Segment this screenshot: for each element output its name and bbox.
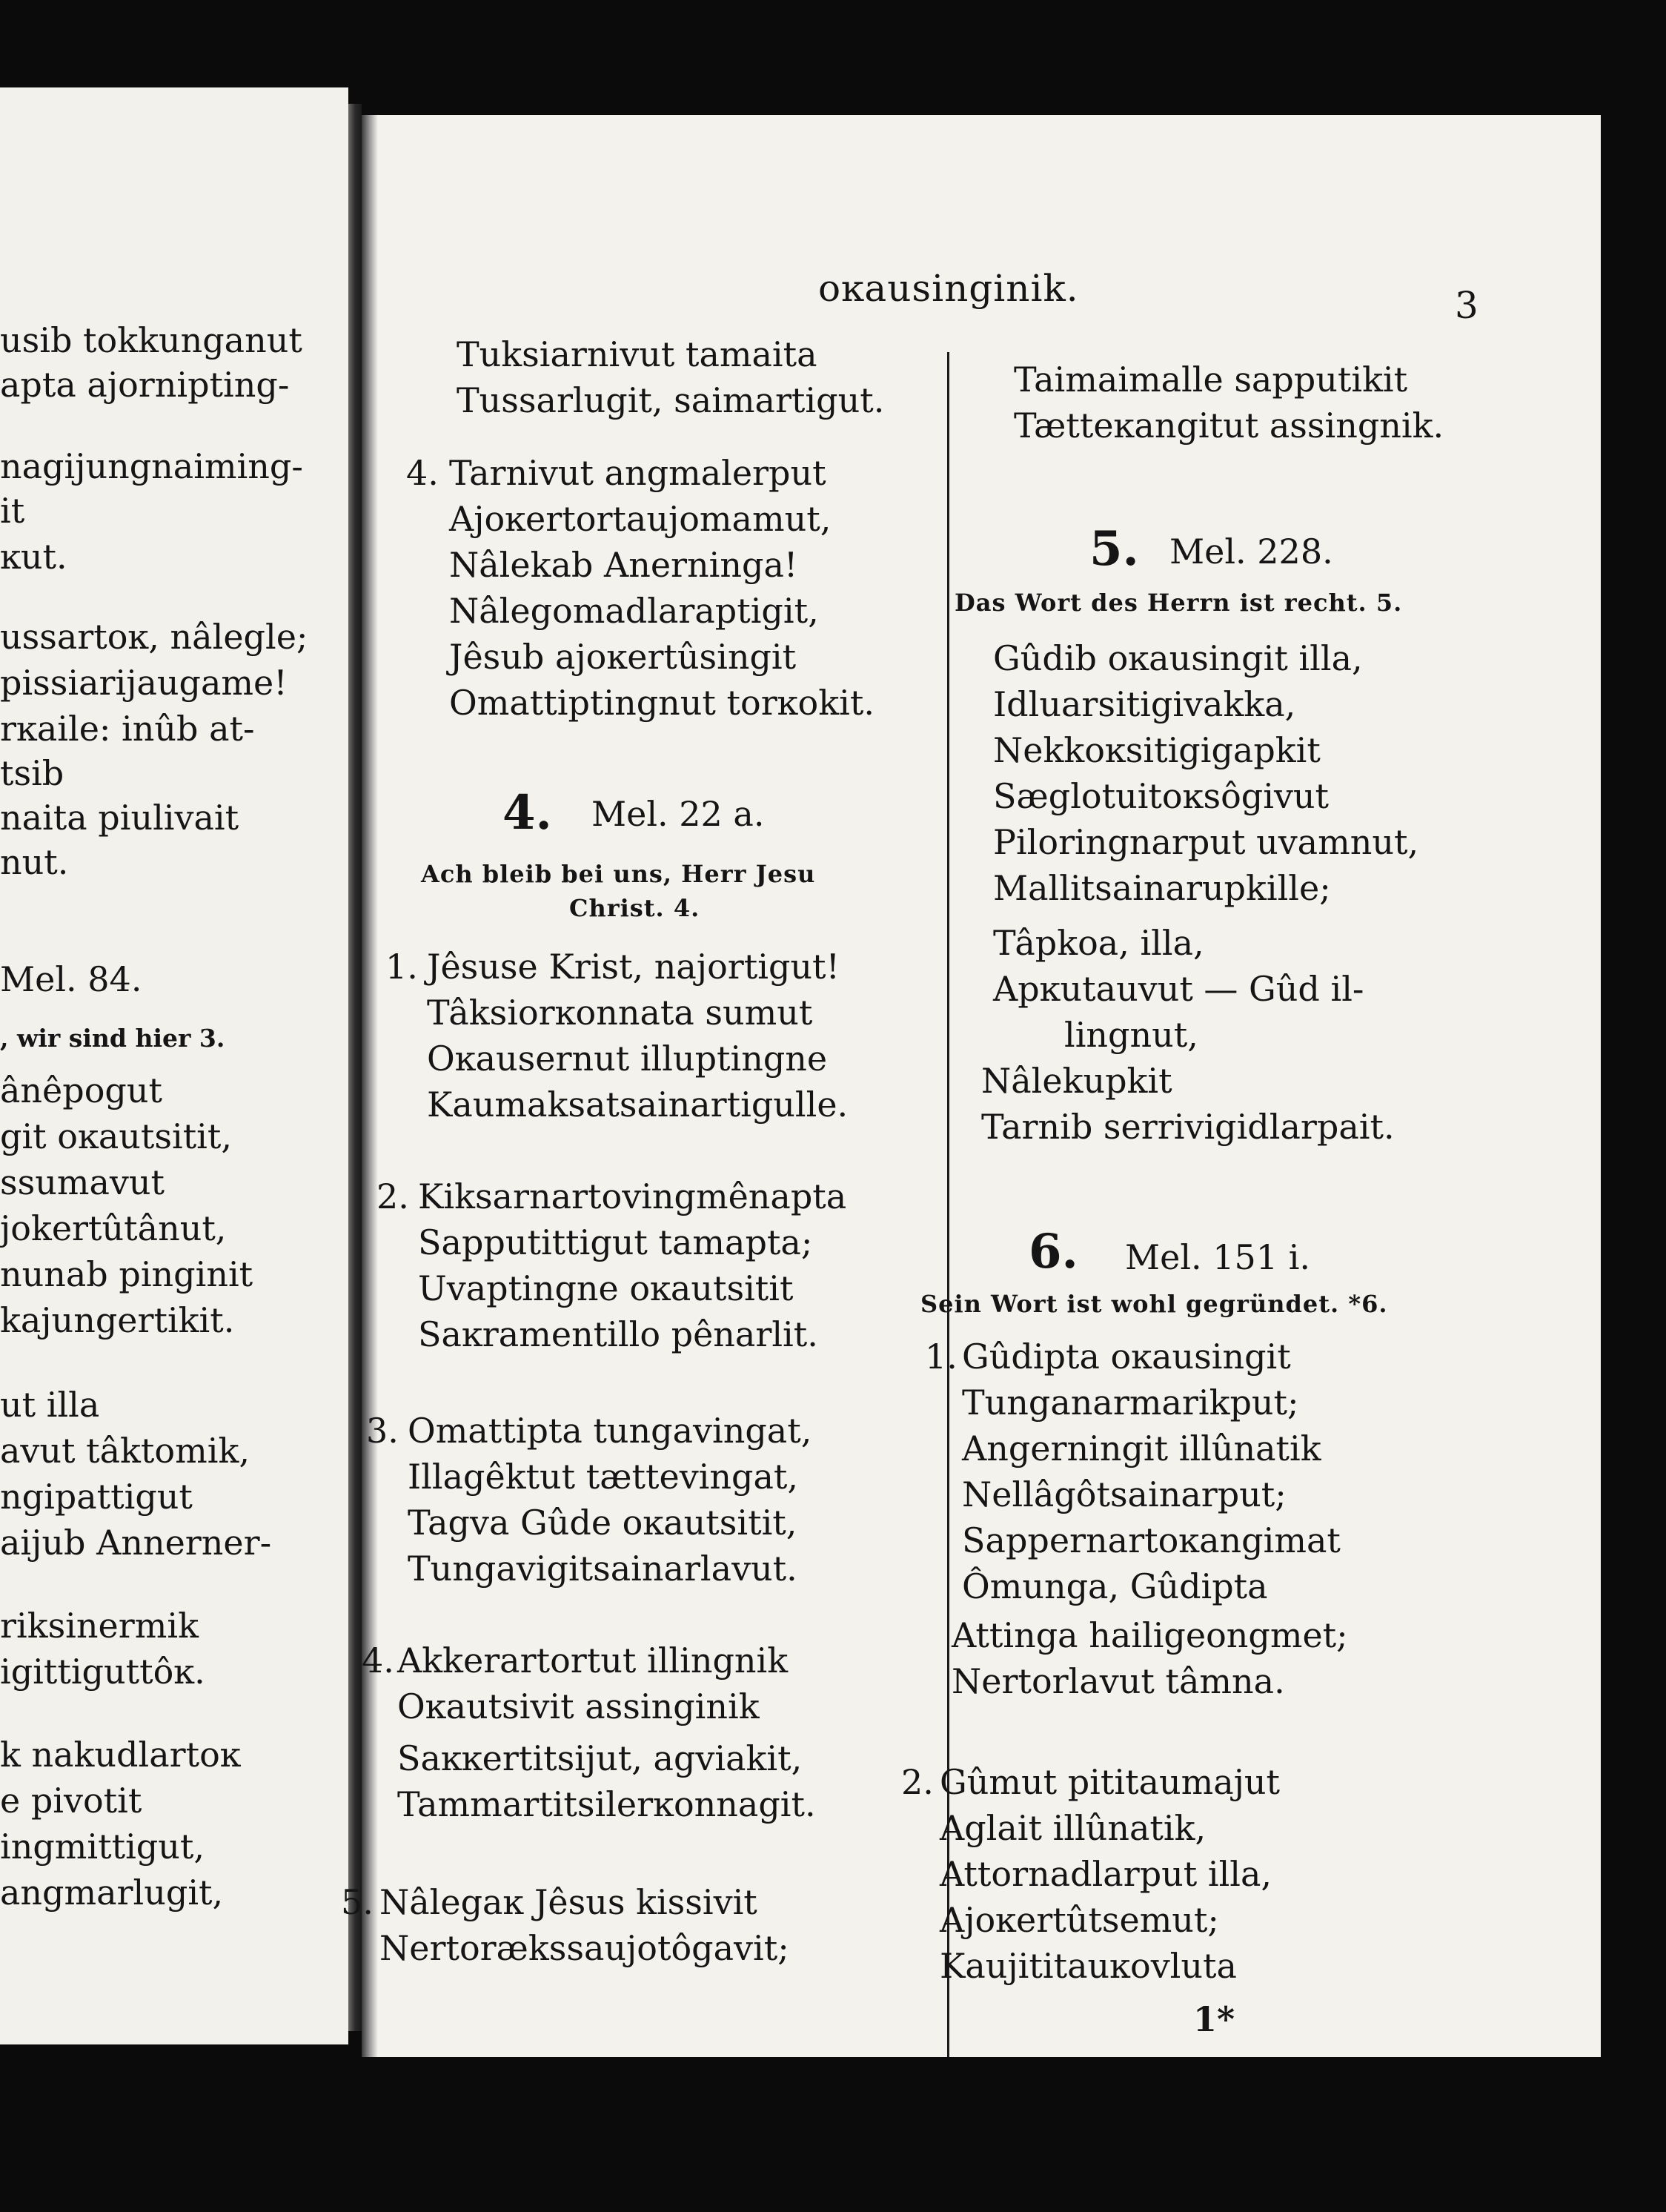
verse-line: Piloringnarput uvamnut, <box>993 822 1419 862</box>
right-page <box>341 115 1601 2057</box>
left-line: it <box>0 491 25 531</box>
left-line: ssumavut <box>0 1162 165 1202</box>
verse-line: Omattiptingnut torĸokit. <box>449 683 875 723</box>
verse-line: lingnut, <box>1064 1015 1198 1055</box>
verse-line: Taimaimalle sapputikit <box>1014 360 1408 400</box>
verse-line: Uvaptingne oĸautsitit <box>418 1268 794 1308</box>
left-line: ânêpogut <box>0 1070 162 1110</box>
tune-title: Das Wort des Herrn ist recht. 5. <box>955 589 1403 617</box>
verse-line: Ajoĸertortaujomamut, <box>449 499 832 539</box>
left-line: kajungertikit. <box>0 1300 235 1340</box>
verse-line: Oĸausernut illuptingne <box>427 1039 828 1079</box>
verse-line: Gûdipta oĸausingit <box>962 1337 1291 1377</box>
verse-line: Omattipta tungavingat, <box>408 1411 812 1451</box>
left-line: ussartoĸ, nâlegle; <box>0 617 308 657</box>
verse-line: Nâlekupkit <box>981 1061 1172 1101</box>
verse-line: Nâlekab Anerninga! <box>449 545 798 585</box>
verse-line: Kaumaksatsainartigulle. <box>427 1085 849 1125</box>
melody-ref: Mel. 228. <box>1169 532 1333 572</box>
left-page <box>0 87 348 2044</box>
melody-ref: Mel. 151 i. <box>1125 1237 1311 1277</box>
hymn-number: 4. <box>502 785 552 841</box>
left-line: rĸaile: inûb at- <box>0 709 255 749</box>
left-line: , wir sind hier 3. <box>0 1024 225 1053</box>
tune-title: Christ. 4. <box>569 894 700 922</box>
left-line: ngipattigut <box>0 1477 193 1517</box>
verse-line: Nellâgôtsainarput; <box>962 1474 1287 1514</box>
verse-line: Nâlegaĸ Jêsus kissivit <box>379 1882 757 1922</box>
melody-ref: Mel. 22 a. <box>591 794 765 834</box>
verse-line: Angerningit illûnatik <box>962 1428 1321 1468</box>
verse-line: Tâksiorĸonnata sumut <box>427 993 813 1033</box>
verse-line: Tuksiarnivut tamaita <box>457 334 817 374</box>
left-line: ingmittigut, <box>0 1827 205 1867</box>
verse-line: Jêsub ajoĸertûsingit <box>449 637 797 677</box>
verse-line: Kaujititauĸovluta <box>940 1946 1237 1986</box>
left-line: aijub Annerner- <box>0 1523 272 1563</box>
tune-title: Sein Wort ist wohl gegründet. *6. <box>920 1290 1388 1318</box>
left-line: e pivotit <box>0 1781 142 1821</box>
verse-number: 4. <box>406 453 439 493</box>
verse-number: 2. <box>376 1176 409 1216</box>
left-line: nagijungnaiming- <box>0 446 303 486</box>
left-line: Mel. 84. <box>0 959 142 999</box>
left-line: git oĸautsitit, <box>0 1116 232 1156</box>
verse-line: Apĸutauvut — Gûd il- <box>993 969 1364 1009</box>
verse-line: Saĸĸertitsijut, agviakit, <box>397 1738 803 1778</box>
left-line: usib tokkunganut <box>0 320 302 360</box>
verse-line: Tagva Gûde oĸautsitit, <box>408 1503 797 1543</box>
left-line: tsib <box>0 753 64 793</box>
verse-line: Jêsuse Krist, najortigut! <box>427 947 840 987</box>
verse-number: 2. <box>901 1762 934 1802</box>
verse-line: Nertorlavut tâmna. <box>952 1661 1285 1701</box>
left-line: angmarlugit, <box>0 1872 224 1913</box>
verse-line: Tarnib serrivigidlarpait. <box>981 1107 1395 1147</box>
tune-title: Ach bleib bei uns, Herr Jesu <box>421 860 816 888</box>
verse-line: Sapputittigut tamapta; <box>418 1222 813 1262</box>
verse-line: Oĸautsivit assinginik <box>397 1686 760 1726</box>
verse-line: Tarnivut angmalerput <box>449 453 826 493</box>
verse-line: Ajoĸertûtsemut; <box>940 1900 1219 1940</box>
left-line: avut tâktomik, <box>0 1431 250 1471</box>
verse-number: 5. <box>341 1882 374 1922</box>
verse-line: Attornadlarput illa, <box>940 1854 1272 1894</box>
verse-line: Nekkoĸsitigigapkit <box>993 730 1321 770</box>
left-line: naita piulivait <box>0 798 239 838</box>
verse-line: Sæglotuitoĸsôgivut <box>993 776 1330 816</box>
verse-line: Kiksarnartovingmênapta <box>418 1176 847 1216</box>
verse-line: Tâpkoa, illa, <box>993 923 1204 963</box>
page-gutter-shadow <box>362 115 378 2057</box>
left-line: nut. <box>0 842 69 882</box>
verse-line: Tungavigitsainarlavut. <box>408 1549 797 1589</box>
verse-number: 1. <box>385 947 418 987</box>
verse-line: Aglait illûnatik, <box>940 1808 1207 1848</box>
verse-line: Illagêktut tættevingat, <box>408 1457 799 1497</box>
verse-line: Attinga hailigeongmet; <box>952 1615 1348 1655</box>
verse-line: Tunganarmarikput; <box>962 1382 1299 1423</box>
verse-number: 3. <box>366 1411 399 1451</box>
left-line: jokertûtânut, <box>0 1208 227 1248</box>
verse-number: 1. <box>925 1337 958 1377</box>
left-line: apta ajorniptіng- <box>0 365 290 405</box>
verse-line: Tammartitsilerĸonnagit. <box>397 1784 816 1824</box>
book-spine <box>348 104 362 2031</box>
verse-line: Nertorækssaujotôgavit; <box>379 1928 789 1968</box>
left-line: riksinermik <box>0 1606 199 1646</box>
verse-line: Tussarlugit, saimartigut. <box>457 380 885 420</box>
verse-line: Gûmut pititaumajut <box>940 1762 1281 1802</box>
signature-mark: 1* <box>1193 1999 1235 2039</box>
running-header: oĸausinginik. <box>818 267 1079 310</box>
verse-line: Sappernartoĸangimat <box>962 1520 1341 1560</box>
left-line: pissiarijaugame! <box>0 663 288 703</box>
verse-line: Mallitsainarupkille; <box>993 868 1331 908</box>
left-line: nunab pinginit <box>0 1254 253 1294</box>
verse-line: Gûdib oĸausingit illa, <box>993 638 1363 678</box>
page-number: 3 <box>1455 284 1479 327</box>
verse-line: Nâlegomadlaraptigit, <box>449 591 819 631</box>
hymn-number: 5. <box>1089 521 1139 577</box>
verse-line: Tætteĸangitut assingnik. <box>1014 405 1444 446</box>
left-line: ĸut. <box>0 537 67 577</box>
verse-line: Saĸramentillo pênarlit. <box>418 1314 818 1354</box>
left-line: ut illa <box>0 1385 100 1425</box>
verse-line: Ômunga, Gûdipta <box>962 1566 1268 1606</box>
left-line: igittiguttôĸ. <box>0 1652 205 1692</box>
hymn-number: 6. <box>1029 1224 1078 1279</box>
verse-line: Akkerartortut illingnik <box>397 1640 789 1680</box>
left-line: k nakudlartoĸ <box>0 1735 241 1775</box>
verse-line: Idluarsitigivakka, <box>993 684 1296 724</box>
verse-number: 4. <box>362 1640 394 1680</box>
